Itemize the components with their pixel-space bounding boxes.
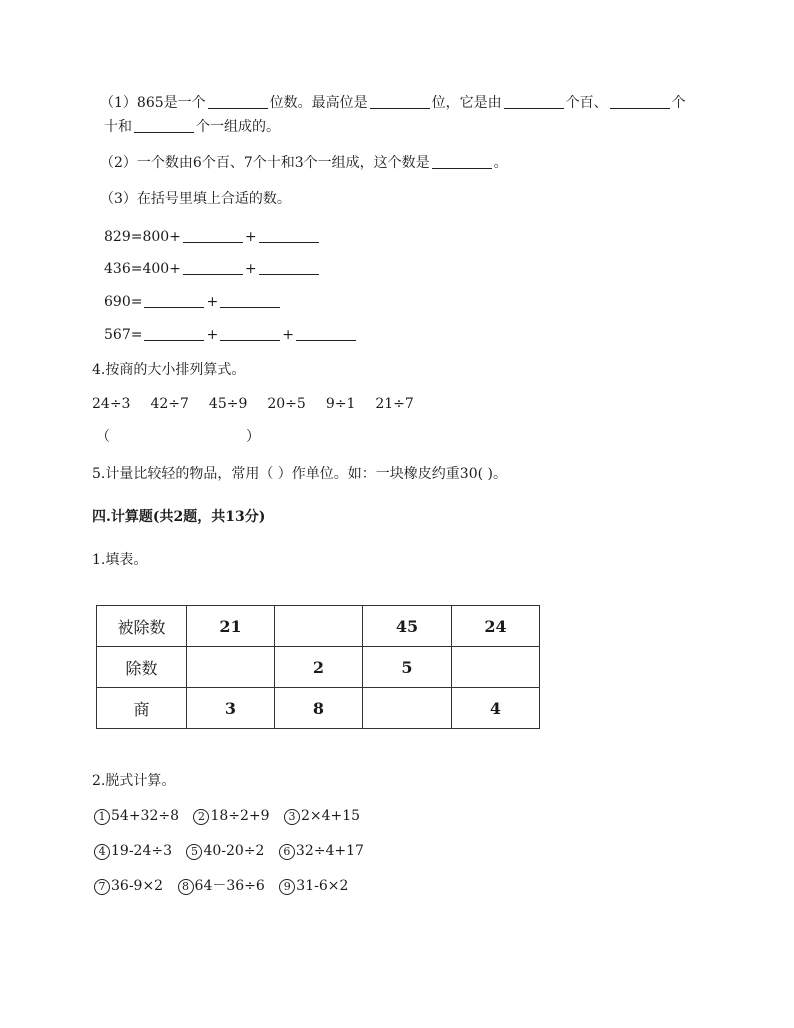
table-cell: 5 xyxy=(363,647,452,688)
table-cell: 21 xyxy=(187,606,275,647)
answer-blank[interactable] xyxy=(504,94,564,109)
q3-row-1 xyxy=(104,227,321,247)
table-row xyxy=(97,688,540,729)
question-2 xyxy=(100,153,508,173)
calc-expression: 40-20÷2 xyxy=(203,843,265,859)
answer-blank[interactable] xyxy=(370,94,430,109)
circled-number: 9 xyxy=(279,879,295,895)
answer-blank[interactable] xyxy=(183,260,243,275)
calc-item xyxy=(94,843,172,859)
answer-blank[interactable] xyxy=(220,293,280,308)
table-cell-empty[interactable] xyxy=(275,606,363,647)
table-cell: 被除数 xyxy=(97,606,187,647)
q1-text-a: （1）865是一个 xyxy=(100,95,206,111)
circled-number: 4 xyxy=(94,844,110,860)
circled-number: 6 xyxy=(279,844,295,860)
table-cell-empty[interactable] xyxy=(452,647,540,688)
calc-item xyxy=(94,808,179,824)
q4-answer-parens[interactable] xyxy=(96,427,260,447)
q2-end: 。 xyxy=(493,155,508,171)
answer-blank[interactable] xyxy=(134,118,194,133)
q3-row-4 xyxy=(104,325,358,345)
q3-plus: + xyxy=(206,294,219,310)
q3-row-3 xyxy=(104,292,282,312)
table-cell: 45 xyxy=(363,606,452,647)
section-heading xyxy=(92,507,265,527)
table-cell: 2 xyxy=(275,647,363,688)
answer-blank[interactable] xyxy=(296,326,356,341)
calc-expression: 19-24÷3 xyxy=(111,843,172,859)
q5-text: 5.计量比较轻的物品，常用（ ）作单位。如：一块橡皮约重30( )。 xyxy=(92,466,507,482)
calc-expression: 31-6×2 xyxy=(296,878,349,894)
circled-number: 3 xyxy=(284,809,300,825)
calc-expression: 18÷2+9 xyxy=(210,808,270,824)
table-cell: 8 xyxy=(275,688,363,729)
q1-text-e: 个 xyxy=(671,95,686,111)
circled-number: 5 xyxy=(186,844,202,860)
answer-blank[interactable] xyxy=(259,228,319,243)
expression: 21÷7 xyxy=(375,396,414,412)
calc-item xyxy=(178,878,265,894)
q2-text: （2）一个数由6个百、7个十和3个一组成，这个数是 xyxy=(100,155,430,171)
table-row xyxy=(97,606,540,647)
section-heading-text: 四.计算题(共2题，共13分) xyxy=(92,509,266,525)
circled-number: 2 xyxy=(193,809,209,825)
question-3-title xyxy=(100,189,291,209)
table-cell: 4 xyxy=(452,688,540,729)
calc-row-2 xyxy=(94,841,374,861)
calc-item xyxy=(284,808,360,824)
table-cell-empty[interactable] xyxy=(187,647,275,688)
q3-plus: + xyxy=(244,261,257,277)
q3-row-lead: 436=400+ xyxy=(104,261,181,277)
table-cell: 商 xyxy=(97,688,187,729)
q3-plus: + xyxy=(282,327,294,343)
expression: 42÷7 xyxy=(150,396,189,412)
calc-item xyxy=(94,878,163,894)
q3-plus: + xyxy=(244,229,257,245)
calc-row-1 xyxy=(94,806,370,826)
answer-blank[interactable] xyxy=(208,94,268,109)
calc-expression: 2×4+15 xyxy=(301,808,361,824)
calc-item xyxy=(186,843,264,859)
expression: 9÷1 xyxy=(325,396,356,412)
q1-text-d: 个百、 xyxy=(565,95,608,111)
answer-blank[interactable] xyxy=(432,154,492,169)
open-paren: （ xyxy=(96,429,110,445)
circled-number: 8 xyxy=(178,879,194,895)
q3-row-2 xyxy=(104,259,321,279)
table-cell: 3 xyxy=(187,688,275,729)
circled-number: 7 xyxy=(94,879,110,895)
expression: 20÷5 xyxy=(267,396,306,412)
answer-blank[interactable] xyxy=(144,293,204,308)
problem-2-title xyxy=(92,771,175,791)
division-table xyxy=(96,605,540,729)
question-4-title xyxy=(92,360,245,380)
calc-item xyxy=(193,808,269,824)
calc-item xyxy=(279,843,364,859)
q3-plus: + xyxy=(206,327,219,343)
answer-blank[interactable] xyxy=(144,326,204,341)
calc-expression: 32÷4+17 xyxy=(295,843,364,859)
q4-title: 4.按商的大小排列算式。 xyxy=(92,362,246,378)
p1-title: 1.填表。 xyxy=(92,552,148,568)
q1-text-b: 位数。最高位是 xyxy=(269,95,368,111)
question-1-line-2 xyxy=(104,117,280,137)
q1-text-c: 位，它是由 xyxy=(431,95,502,111)
answer-blank[interactable] xyxy=(183,228,243,243)
table-cell: 24 xyxy=(452,606,540,647)
close-paren: ） xyxy=(246,429,260,445)
q3-row-lead: 567= xyxy=(104,327,143,343)
calc-expression: 64－36÷6 xyxy=(194,878,265,894)
calc-row-3 xyxy=(94,876,358,896)
problem-1-title xyxy=(92,550,147,570)
q3-row-lead: 690= xyxy=(104,294,143,310)
question-1-line-1 xyxy=(100,93,686,113)
q1-text-f: 十和 xyxy=(104,119,132,135)
calc-expression: 54+32÷8 xyxy=(111,808,179,824)
table-cell-empty[interactable] xyxy=(363,688,452,729)
calc-expression: 36-9×2 xyxy=(111,878,164,894)
answer-blank[interactable] xyxy=(220,326,280,341)
q1-text-g: 个一组成的。 xyxy=(196,119,280,135)
q3-row-lead: 829=800+ xyxy=(104,229,181,245)
p2-title: 2.脱式计算。 xyxy=(92,773,176,789)
question-5 xyxy=(92,464,507,484)
circled-number: 1 xyxy=(94,809,110,825)
table-row xyxy=(97,647,540,688)
answer-blank[interactable] xyxy=(610,94,670,109)
q4-expressions xyxy=(92,394,434,414)
table-cell: 除数 xyxy=(97,647,187,688)
expression: 45÷9 xyxy=(208,396,248,412)
expression: 24÷3 xyxy=(92,396,131,412)
q3-title: （3）在括号里填上合适的数。 xyxy=(100,191,291,207)
answer-blank[interactable] xyxy=(259,260,319,275)
calc-item xyxy=(279,878,348,894)
